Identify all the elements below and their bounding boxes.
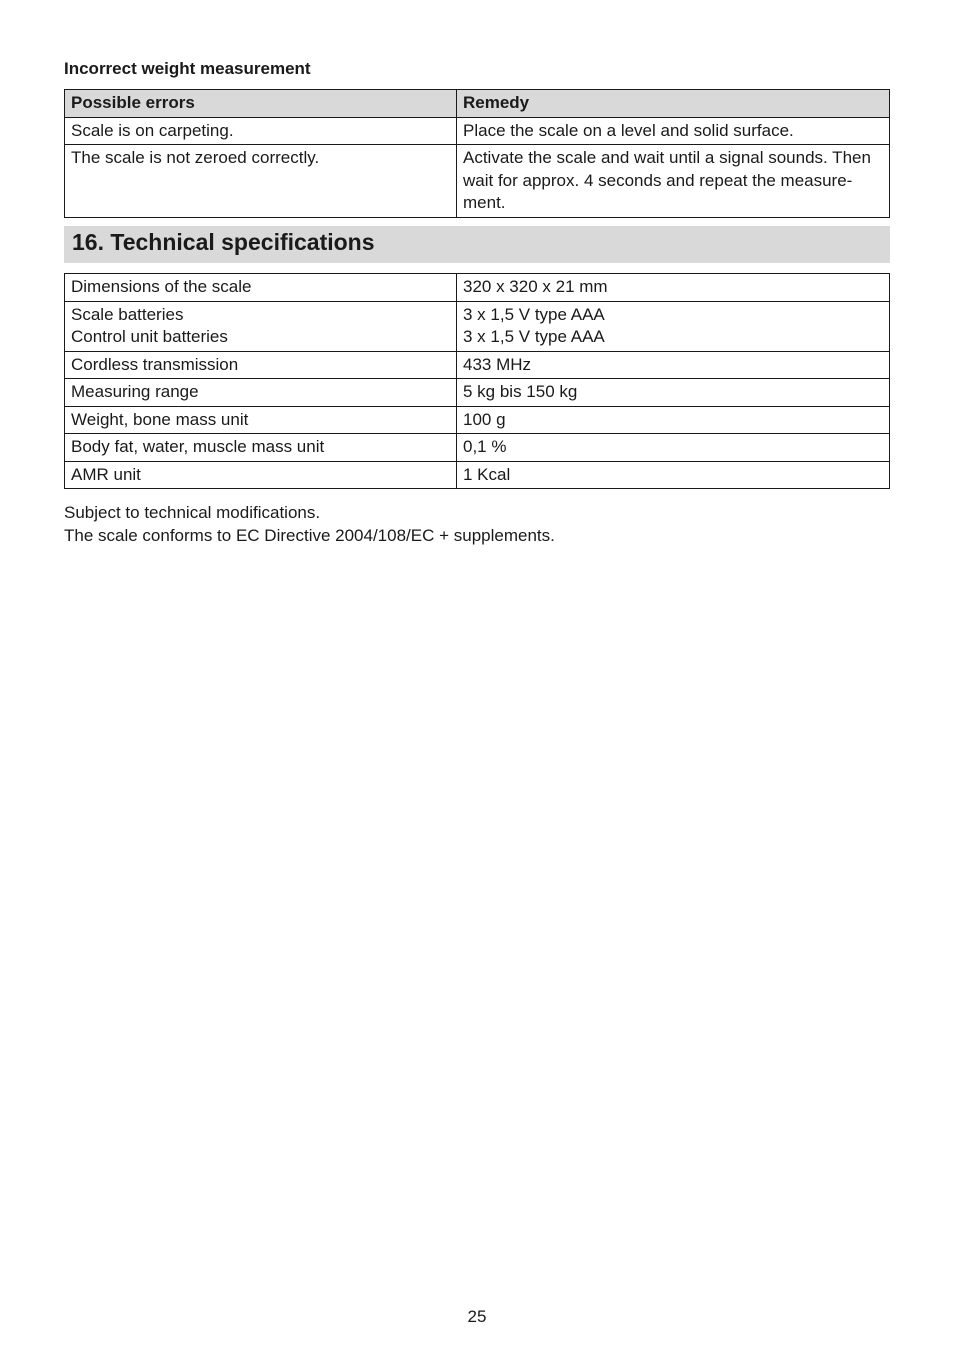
spec-label-cell: [65, 351, 457, 379]
specifications-table: [64, 273, 890, 489]
spec-label: AMR unit: [71, 464, 141, 484]
spec-value: 3 x 1,5 V type AAA: [463, 304, 605, 324]
remedy-cell: Place the scale on a level and solid surface.: [457, 117, 890, 145]
column-header-remedy: Remedy: [457, 90, 890, 118]
note-line: Subject to technical modifications.: [64, 503, 321, 522]
spec-value: 433 MHz: [463, 354, 532, 374]
spec-label: Scale batteries: [71, 304, 184, 324]
spec-value: 320 x 320 x 21 mm: [463, 277, 608, 296]
spec-value-cell: [457, 351, 890, 379]
spec-value: 5 kg bis 150 kg: [463, 382, 578, 401]
spec-value-cell: [457, 461, 890, 489]
section-title: 16. Technical specifications: [72, 229, 375, 255]
page-number: 25: [467, 1307, 487, 1326]
spec-label-cell: [65, 461, 457, 489]
error-cell: The scale is not zeroed correctly.: [65, 145, 457, 218]
spec-value-cell: [457, 274, 890, 302]
notes: [64, 502, 555, 547]
remedy-line: ment.: [463, 193, 506, 212]
spec-label: Body fat, water, muscle mass unit: [71, 437, 325, 456]
table-row: [65, 434, 890, 462]
table-row: [65, 145, 890, 218]
spec-label: Dimensions of the scale: [71, 277, 252, 296]
spec-label-cell: [65, 406, 457, 434]
error-cell: Scale is on carpeting.: [65, 117, 457, 145]
spec-value: 1 Kcal: [463, 464, 511, 484]
spec-label: Measuring range: [71, 382, 199, 401]
spec-label: Weight, bone mass unit: [71, 409, 249, 429]
spec-value: 3 x 1,5 V type AAA: [463, 327, 605, 346]
remedy-line: Activate the scale and wait until a signal sounds. Then: [463, 148, 871, 167]
spec-label-cell: [65, 274, 457, 302]
table-row: [65, 461, 890, 489]
column-header-possible-errors: Possible errors: [65, 90, 457, 118]
spec-label: Cordless transmission: [71, 354, 239, 374]
table-row: [65, 379, 890, 407]
spec-value-cell: [457, 379, 890, 407]
table-header-row: [65, 90, 890, 118]
spec-value: 100 g: [463, 409, 506, 429]
spec-value-cell: [457, 301, 890, 351]
spec-label-cell: [65, 301, 457, 351]
note-line: The scale conforms to EC Directive 2004/108/EC + supplements.: [64, 525, 555, 545]
remedy-line: wait for approx. 4 seconds and repeat the measure-: [463, 170, 853, 190]
table-row: [65, 301, 890, 351]
table-row: [65, 351, 890, 379]
spec-label: Control unit batteries: [71, 327, 228, 346]
troubleshooting-table: [64, 89, 890, 218]
table-row: [65, 274, 890, 302]
spec-value: 0,1 %: [463, 437, 507, 456]
section-header-band: [64, 226, 890, 263]
spec-value-cell: [457, 406, 890, 434]
table-row: [65, 406, 890, 434]
remedy-cell: [457, 145, 890, 218]
table-row: [65, 117, 890, 145]
subheading-incorrect-weight: Incorrect weight measurement: [64, 59, 311, 78]
spec-label-cell: [65, 379, 457, 407]
spec-value-cell: [457, 434, 890, 462]
spec-label-cell: [65, 434, 457, 462]
